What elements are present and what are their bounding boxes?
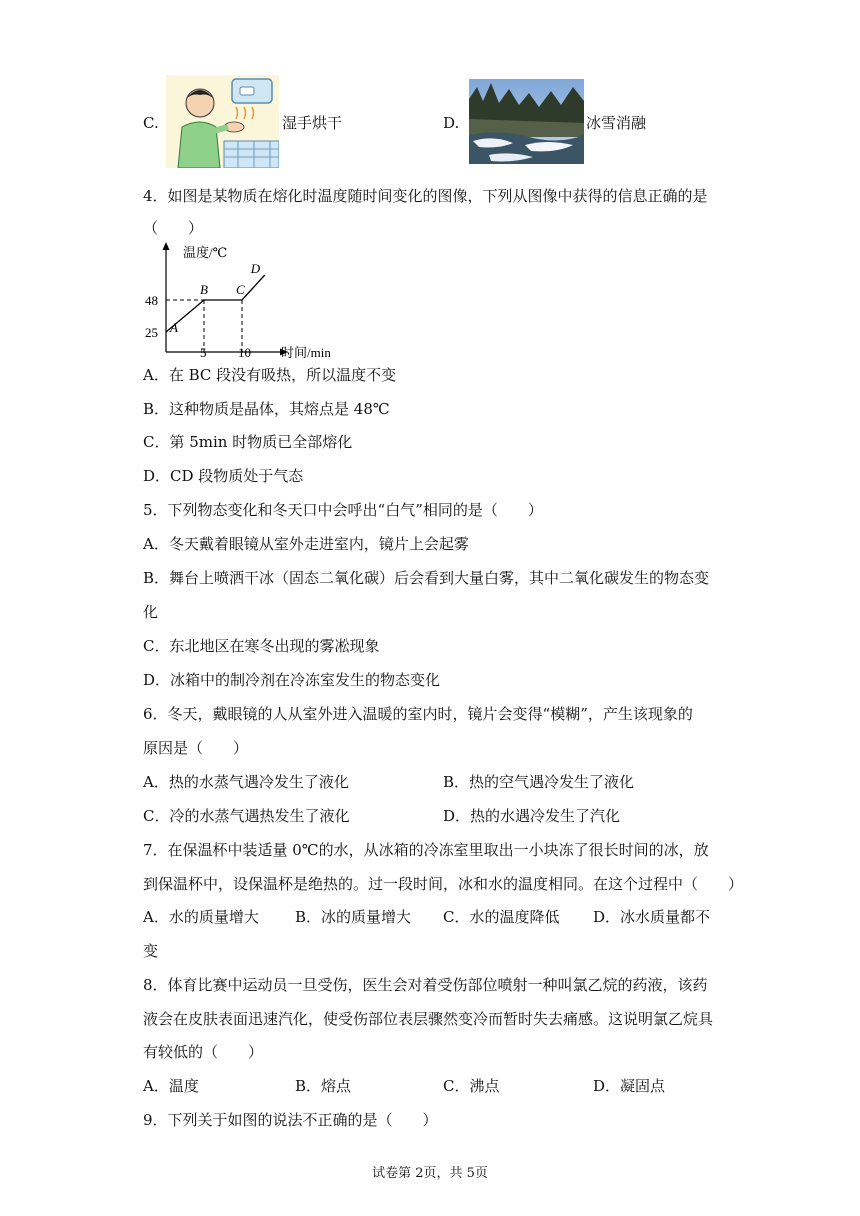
q8-option-b: B．熔点 bbox=[295, 1077, 352, 1095]
melting-graph bbox=[143, 240, 348, 362]
q8-stem-line2: 液会在皮肤表面迅速汽化，使受伤部位表层骤然变冷而暂时失去痛感。这说明氯乙烷具 bbox=[143, 1010, 714, 1028]
q5-option-a: A．冬天戴着眼镜从室外走进室内，镜片上会起雾 bbox=[143, 535, 469, 553]
q4-option-a: A．在 BC 段没有吸热，所以温度不变 bbox=[143, 366, 397, 384]
q3-option-c-text: 湿手烘干 bbox=[282, 114, 343, 132]
q6-stem-line2: 原因是（ ） bbox=[143, 739, 249, 757]
q9-stem: 9．下列关于如图的说法不正确的是（ ） bbox=[143, 1111, 438, 1129]
point-label-a: A bbox=[170, 320, 178, 335]
q8-stem-line3: 有较低的（ ） bbox=[143, 1043, 264, 1061]
q4-option-c: C．第 5min 时物质已全部熔化 bbox=[143, 433, 353, 451]
q4-option-d: D．CD 段物质处于气态 bbox=[143, 467, 304, 485]
q8-option-a: A．温度 bbox=[143, 1077, 199, 1095]
melting-curve bbox=[166, 275, 265, 332]
q6-option-b: B．热的空气遇冷发生了液化 bbox=[443, 773, 635, 791]
y-tick-label: 25 bbox=[145, 325, 158, 340]
q7-option-d-cont: 变 bbox=[143, 942, 159, 960]
y-axis-label: 温度/℃ bbox=[183, 245, 228, 260]
q4-stem-line1: 4．如图是某物质在熔化时温度随时间变化的图像，下列从图像中获得的信息正确的是 bbox=[143, 187, 708, 205]
q4-option-b: B．这种物质是晶体，其熔点是 48℃ bbox=[143, 400, 390, 418]
q6-stem-line1: 6．冬天，戴眼镜的人从室外进入温暖的室内时，镜片会变得“模糊”，产生该现象的 bbox=[143, 705, 693, 723]
q7-option-b: B．冰的质量增大 bbox=[295, 908, 412, 926]
q5-option-b-cont: 化 bbox=[143, 603, 159, 621]
q6-option-c: C．冷的水蒸气遇热发生了液化 bbox=[143, 807, 350, 825]
x-tick-label: 5 bbox=[200, 345, 207, 360]
melting-snow-photo bbox=[469, 79, 584, 164]
q5-option-b: B．舞台上喷洒干冰（固态二氧化碳）后会看到大量白雾，其中二氧化碳发生的物态变 bbox=[143, 569, 710, 587]
page-footer: 试卷第 2页，共 5页 bbox=[372, 1166, 488, 1181]
point-label-d: D bbox=[250, 261, 261, 276]
y-tick-label: 48 bbox=[145, 293, 158, 308]
q5-option-c: C．东北地区在寒冬出现的雾凇现象 bbox=[143, 637, 380, 655]
q7-option-c: C．水的温度降低 bbox=[443, 908, 560, 926]
q6-option-a: A．热的水蒸气遇冷发生了液化 bbox=[143, 773, 349, 791]
q7-stem-line2: 到保温杯中，设保温杯是绝热的。过一段时间，冰和水的温度相同。在这个过程中（ ） bbox=[143, 875, 744, 893]
q3-option-d-letter: D. bbox=[443, 114, 460, 132]
point-label-c: C bbox=[236, 282, 245, 297]
q7-option-a: A．水的质量增大 bbox=[143, 908, 259, 926]
x-axis-label: 时间/min bbox=[281, 345, 331, 360]
y-axis-arrow bbox=[163, 242, 170, 250]
q7-option-d: D．冰水质量都不 bbox=[593, 908, 711, 926]
point-label-b: B bbox=[200, 282, 208, 297]
hand-dryer-illustration bbox=[166, 75, 279, 168]
q5-stem: 5．下列物态变化和冬天口中会呼出“白气”相同的是（ ） bbox=[143, 501, 543, 519]
q3-option-d-text: 冰雪消融 bbox=[586, 114, 647, 132]
x-tick-label: 10 bbox=[238, 345, 251, 360]
q8-option-d: D．凝固点 bbox=[593, 1077, 666, 1095]
q8-stem-line1: 8．体育比赛中运动员一旦受伤，医生会对着受伤部位喷射一种叫氯乙烷的药液，该药 bbox=[143, 976, 708, 994]
q6-option-d: D．热的水遇冷发生了汽化 bbox=[443, 807, 621, 825]
q7-stem-line1: 7．在保温杯中装适量 0℃的水，从冰箱的冷冻室里取出一小块冻了很长时间的冰，放 bbox=[143, 841, 709, 859]
q5-option-d: D．冰箱中的制冷剂在冷冻室发生的物态变化 bbox=[143, 671, 441, 689]
q4-stem-line2: （ ） bbox=[143, 219, 204, 237]
q8-option-c: C．沸点 bbox=[443, 1077, 500, 1095]
q3-option-c-letter: C. bbox=[143, 114, 159, 132]
